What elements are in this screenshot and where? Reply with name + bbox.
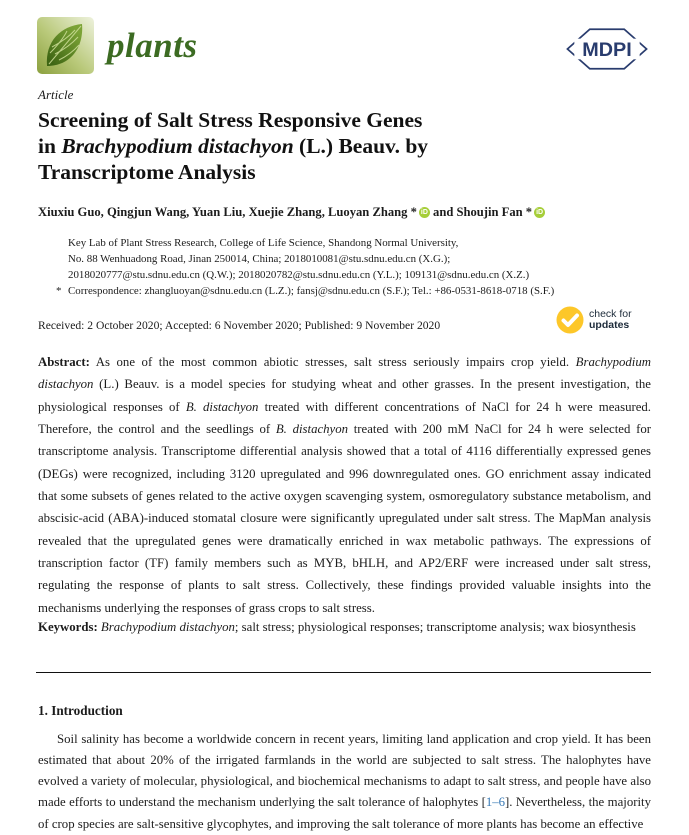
citation-link[interactable]: 1–6 — [485, 795, 506, 810]
mdpi-logo — [564, 26, 650, 72]
check-for-updates-badge[interactable] — [556, 306, 632, 334]
correspondence-marker: * — [56, 284, 62, 297]
affiliation-lines: Key Lab of Plant Stress Research, College of Life Science, Shandong Normal University, No. 88 Wenhuadong Road, Jinan 250014, China; 2018010081@stu.sdnu.edu.cn (X.G.); 2018020777@stu.sdnu.edu.cn (Q.W.); 2018020782@stu.sdnu.edu.cn (Y.L.); 109131@sdnu.edu.cn (X.Z.) — [68, 237, 530, 281]
publication-history: Received: 2 October 2020; Accepted: 6 November 2020; Published: 9 November 2020 — [38, 319, 441, 332]
journal-name: plants — [107, 26, 198, 65]
article-type-label: Article — [38, 87, 74, 102]
svg-text:MDPI: MDPI — [582, 38, 632, 61]
orcid-icon[interactable]: iD — [420, 209, 428, 216]
keywords-paragraph — [38, 616, 651, 638]
abstract-text: As one of the most common abiotic stresses, salt stress seriously impairs crop yield. Brachypodium distachyon (L.) Beauv. is a model species for studying wheat and other grasses. In the present investigation, the physiological responses of B. distachyon treated with different concentrations of NaCl for 24 h were measured. Therefore, the control and the seedlings of B. distachyon treated with 200 mM NaCl for 24 h were selected for transcriptome analysis. Transcriptome differential analysis showed that a total of 4116 differentially expressed genes (DEGs) were recognized, including 3120 upregulated and 996 downregulated ones. GO enrichment assay indicated that some subsets of genes related to the active oxygen scavenging system, osmoregulatory substance metabolism, and abscisic-acid (ABA)-induced stomatal closure were significantly upregulated under salt stress. The MapMan analysis revealed that the upregulated genes were dramatically enriched in wax metabolic pathways. The expressions of transcription factor (TF) family members such as MYB, bHLH, and AP2/ERF were increased under salt stress, regulating the response of plants to salt stress. Collectively, these findings provided valuable insights into the mechanisms underlying the responses of grass crops to salt stress. — [38, 355, 652, 615]
authors-line: Xiuxiu Guo, Qingjun Wang, Yuan Liu, Xuejie Zhang, Luoyan Zhang * iD and Shoujin Fan * iD — [38, 205, 544, 219]
correspondence-line — [56, 284, 643, 300]
check-for-updates-label: check for updates — [589, 307, 632, 331]
affiliation-block — [56, 236, 643, 300]
introduction-paragraph: Soil salinity has become a worldwide concern in recent years, limiting land application and crop yield. It has been estimated that about 20% of the irrigated farmlands in the world are subjected to salt stress. The halophytes have evolved a variety of molecular, physiological, and biochemical mechanisms to adapt to salt stress, and people have also made efforts to understand the mechanism underlying the salt tolerance of halophytes [1–6]. Nevertheless, the majority of crop species are salt-sensitive glycophytes, and improving the salt tolerance of more plants has become an effective — [38, 732, 651, 831]
abstract-paragraph — [38, 351, 651, 619]
section-divider — [36, 672, 651, 673]
keywords-label: Keywords: — [38, 620, 98, 634]
journal-logo — [37, 17, 198, 74]
keywords-text: Brachypodium distachyon; salt stress; physiological responses; transcriptome analysis; wax biosynthesis — [100, 620, 636, 634]
section-heading-introduction: 1. Introduction — [38, 703, 123, 718]
abstract-label: Abstract: — [38, 355, 90, 369]
checkmark-icon — [556, 306, 584, 334]
orcid-icon[interactable]: iD — [536, 209, 544, 216]
leaf-icon — [37, 17, 94, 74]
article-title: Screening of Salt Stress Responsive Genes in Brachypodium distachyon (L.) Beauv. by Transcriptome Analysis — [38, 108, 429, 184]
correspondence-text: Correspondence: zhangluoyan@sdnu.edu.cn (L.Z.); fansj@sdnu.edu.cn (S.F.); Tel.: +86-0531-8618-0718 (S.F.) — [68, 284, 555, 297]
